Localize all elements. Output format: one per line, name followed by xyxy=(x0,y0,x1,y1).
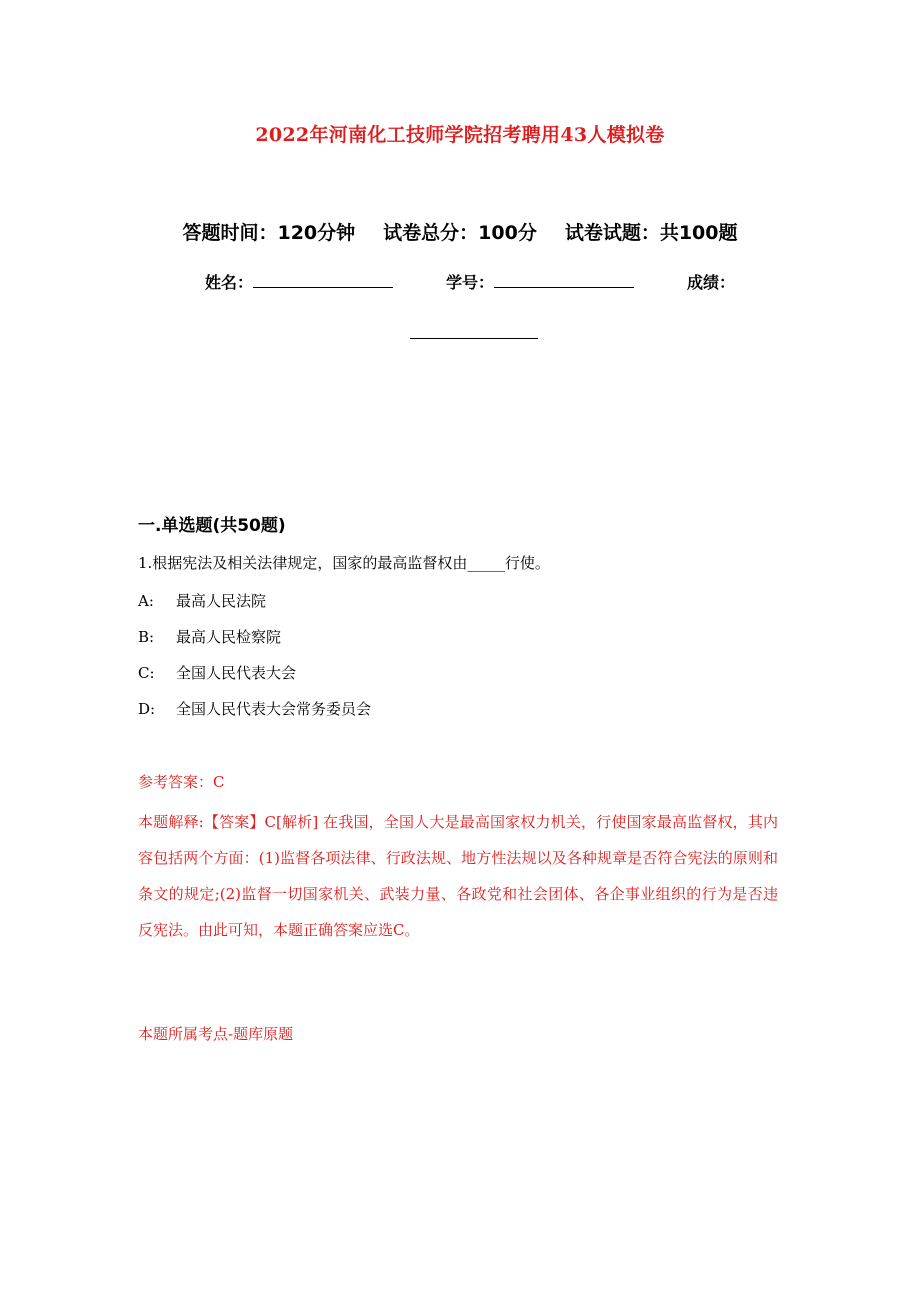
option-d xyxy=(138,698,371,719)
question-text: 1.根据宪法及相关法律规定，国家的最高监督权由_____行使。 xyxy=(138,554,550,572)
exam-meta xyxy=(0,218,920,245)
section-heading: 一.单选题(共50题) xyxy=(138,516,286,536)
id-label: 学号： xyxy=(446,273,495,292)
option-text: 全国人民代表大会 xyxy=(176,664,297,682)
exam-time: 答题时间：120分钟 xyxy=(182,222,356,244)
option-a xyxy=(138,590,266,611)
reference-answer: 参考答案：C xyxy=(138,773,225,791)
option-letter: C: xyxy=(138,664,155,682)
question-count: 试卷试题：共100题 xyxy=(564,222,738,244)
option-letter: B: xyxy=(138,628,155,646)
option-text: 最高人民检察院 xyxy=(176,628,282,646)
id-blank xyxy=(494,273,634,288)
option-text: 最高人民法院 xyxy=(176,592,267,610)
id-field xyxy=(446,270,634,293)
answer-explanation: 本题解释:【答案】C[解析] 在我国，全国人大是最高国家权力机关，行使国家最高监督权，其内容包括两个方面：(1)监督各项法律、行政法规、地方性法规以及各种规章是否符合宪法的原则和条文的规定;(2)监督一切国家机关、武装力量、各政党和社会团体、各企事业组织的行为是否违反宪法。由此可知，本题正确答案应选C。 xyxy=(138,813,778,939)
name-field xyxy=(205,270,393,293)
option-text: 全国人民代表大会常务委员会 xyxy=(176,700,372,718)
option-letter: D: xyxy=(138,700,156,718)
name-label: 姓名： xyxy=(205,273,254,292)
option-letter: A: xyxy=(138,592,154,610)
total-score: 试卷总分：100分 xyxy=(383,222,537,244)
score-blank xyxy=(410,338,538,339)
option-c xyxy=(138,662,296,683)
document-title: 2022年河南化工技师学院招考聘用43人模拟卷 xyxy=(255,124,665,146)
question-source: 本题所属考点-题库原题 xyxy=(138,1025,294,1043)
score-field xyxy=(687,270,735,293)
name-blank xyxy=(253,273,393,288)
option-b xyxy=(138,626,281,647)
score-label: 成绩： xyxy=(687,273,736,292)
